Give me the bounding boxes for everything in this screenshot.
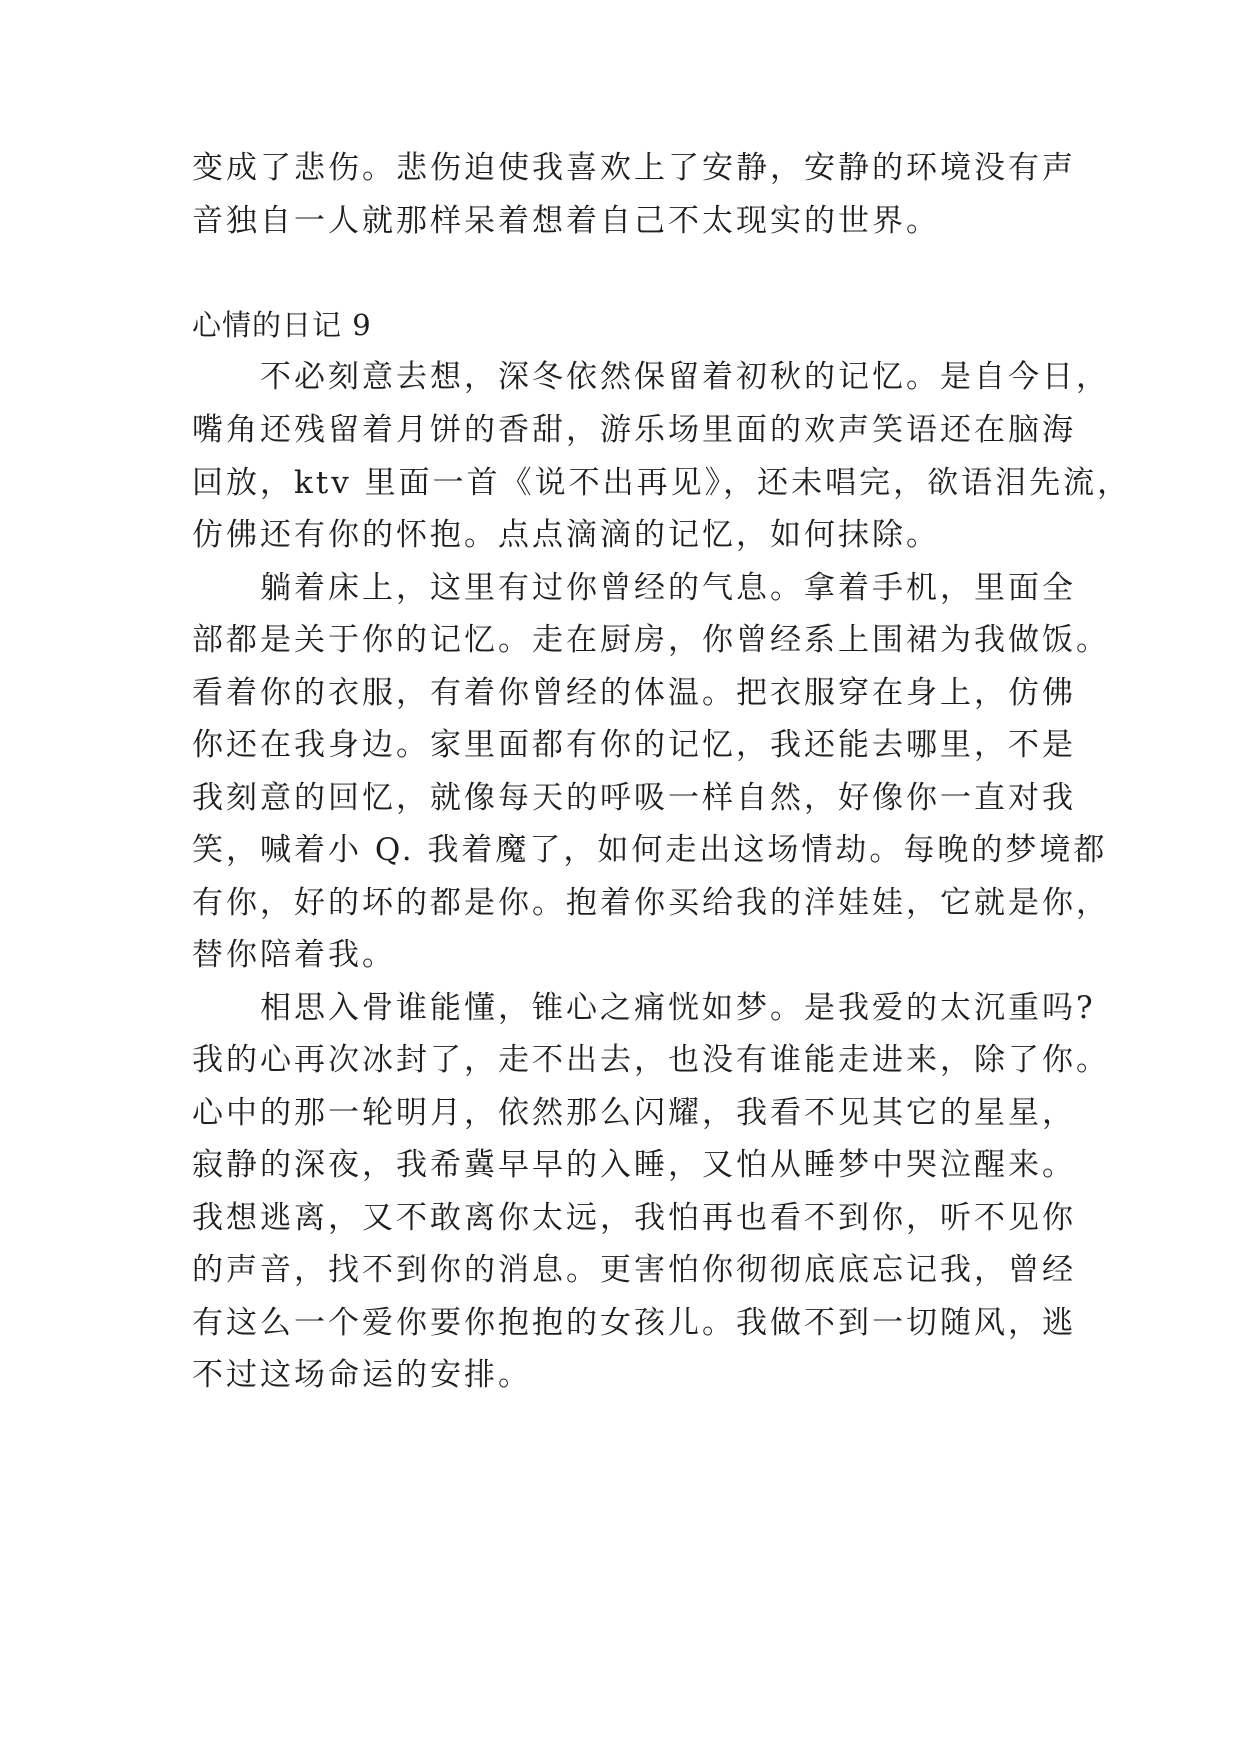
paragraph-line: 寂静的深夜，我希冀早早的入睡，又怕从睡梦中哭泣醒来。 — [192, 1147, 1076, 1183]
paragraph-line: 我想逃离，又不敢离你太远，我怕再也看不到你，听不见你 — [192, 1200, 1076, 1236]
prev-text-line: 音独自一人就那样呆着想着自己不太现实的世界。 — [192, 203, 940, 239]
paragraph-line: 嘴角还残留着月饼的香甜，游乐场里面的欢声笑语还在脑海 — [192, 412, 1076, 448]
paragraph-line: 部都是关于你的记忆。走在厨房，你曾经系上围裙为我做饭。 — [192, 622, 1110, 658]
prev-text-line: 变成了悲伤。悲伤迫使我喜欢上了安静，安静的环境没有声 — [192, 150, 1076, 186]
paragraph-line: 相思入骨谁能懂，锥心之痛恍如梦。是我爱的太沉重吗? — [192, 990, 1096, 1026]
paragraph-line: 有这么一个爱你要你抱抱的女孩儿。我做不到一切随风，逃 — [192, 1305, 1076, 1341]
paragraph-line: 笑，喊着小 Q. 我着魔了，如何走出这场情劫。每晚的梦境都 — [192, 832, 1108, 868]
paragraph-line: 心中的那一轮明月，依然那么闪耀，我看不见其它的星星， — [192, 1095, 1076, 1131]
paragraph-line: 不必刻意去想，深冬依然保留着初秋的记忆。是自今日， — [192, 359, 1110, 395]
paragraph-line: 躺着床上，这里有过你曾经的气息。拿着手机，里面全 — [192, 570, 1076, 606]
paragraph-line: 我的心再次冰封了，走不出去，也没有谁能走进来，除了你。 — [192, 1042, 1110, 1078]
paragraph-line: 回放，ktv 里面一首《说不出再见》，还未唱完，欲语泪先流， — [192, 465, 1132, 501]
paragraph-line: 仿佛还有你的怀抱。点点滴滴的记忆，如何抹除。 — [192, 517, 940, 553]
section-title: 心情的日记 9 — [192, 308, 372, 342]
paragraph-line: 我刻意的回忆，就像每天的呼吸一样自然，好像你一直对我 — [192, 780, 1076, 816]
paragraph-line: 你还在我身边。家里面都有你的记忆，我还能去哪里，不是 — [192, 727, 1076, 763]
paragraph-line: 替你陪着我。 — [192, 937, 396, 973]
paragraph-line: 有你，好的坏的都是你。抱着你买给我的洋娃娃，它就是你， — [192, 885, 1110, 921]
paragraph-line: 的声音，找不到你的消息。更害怕你彻彻底底忘记我，曾经 — [192, 1252, 1076, 1288]
paragraph-line: 看着你的衣服，有着你曾经的体温。把衣服穿在身上，仿佛 — [192, 675, 1076, 711]
paragraph-line: 不过这场命运的安排。 — [192, 1357, 532, 1393]
